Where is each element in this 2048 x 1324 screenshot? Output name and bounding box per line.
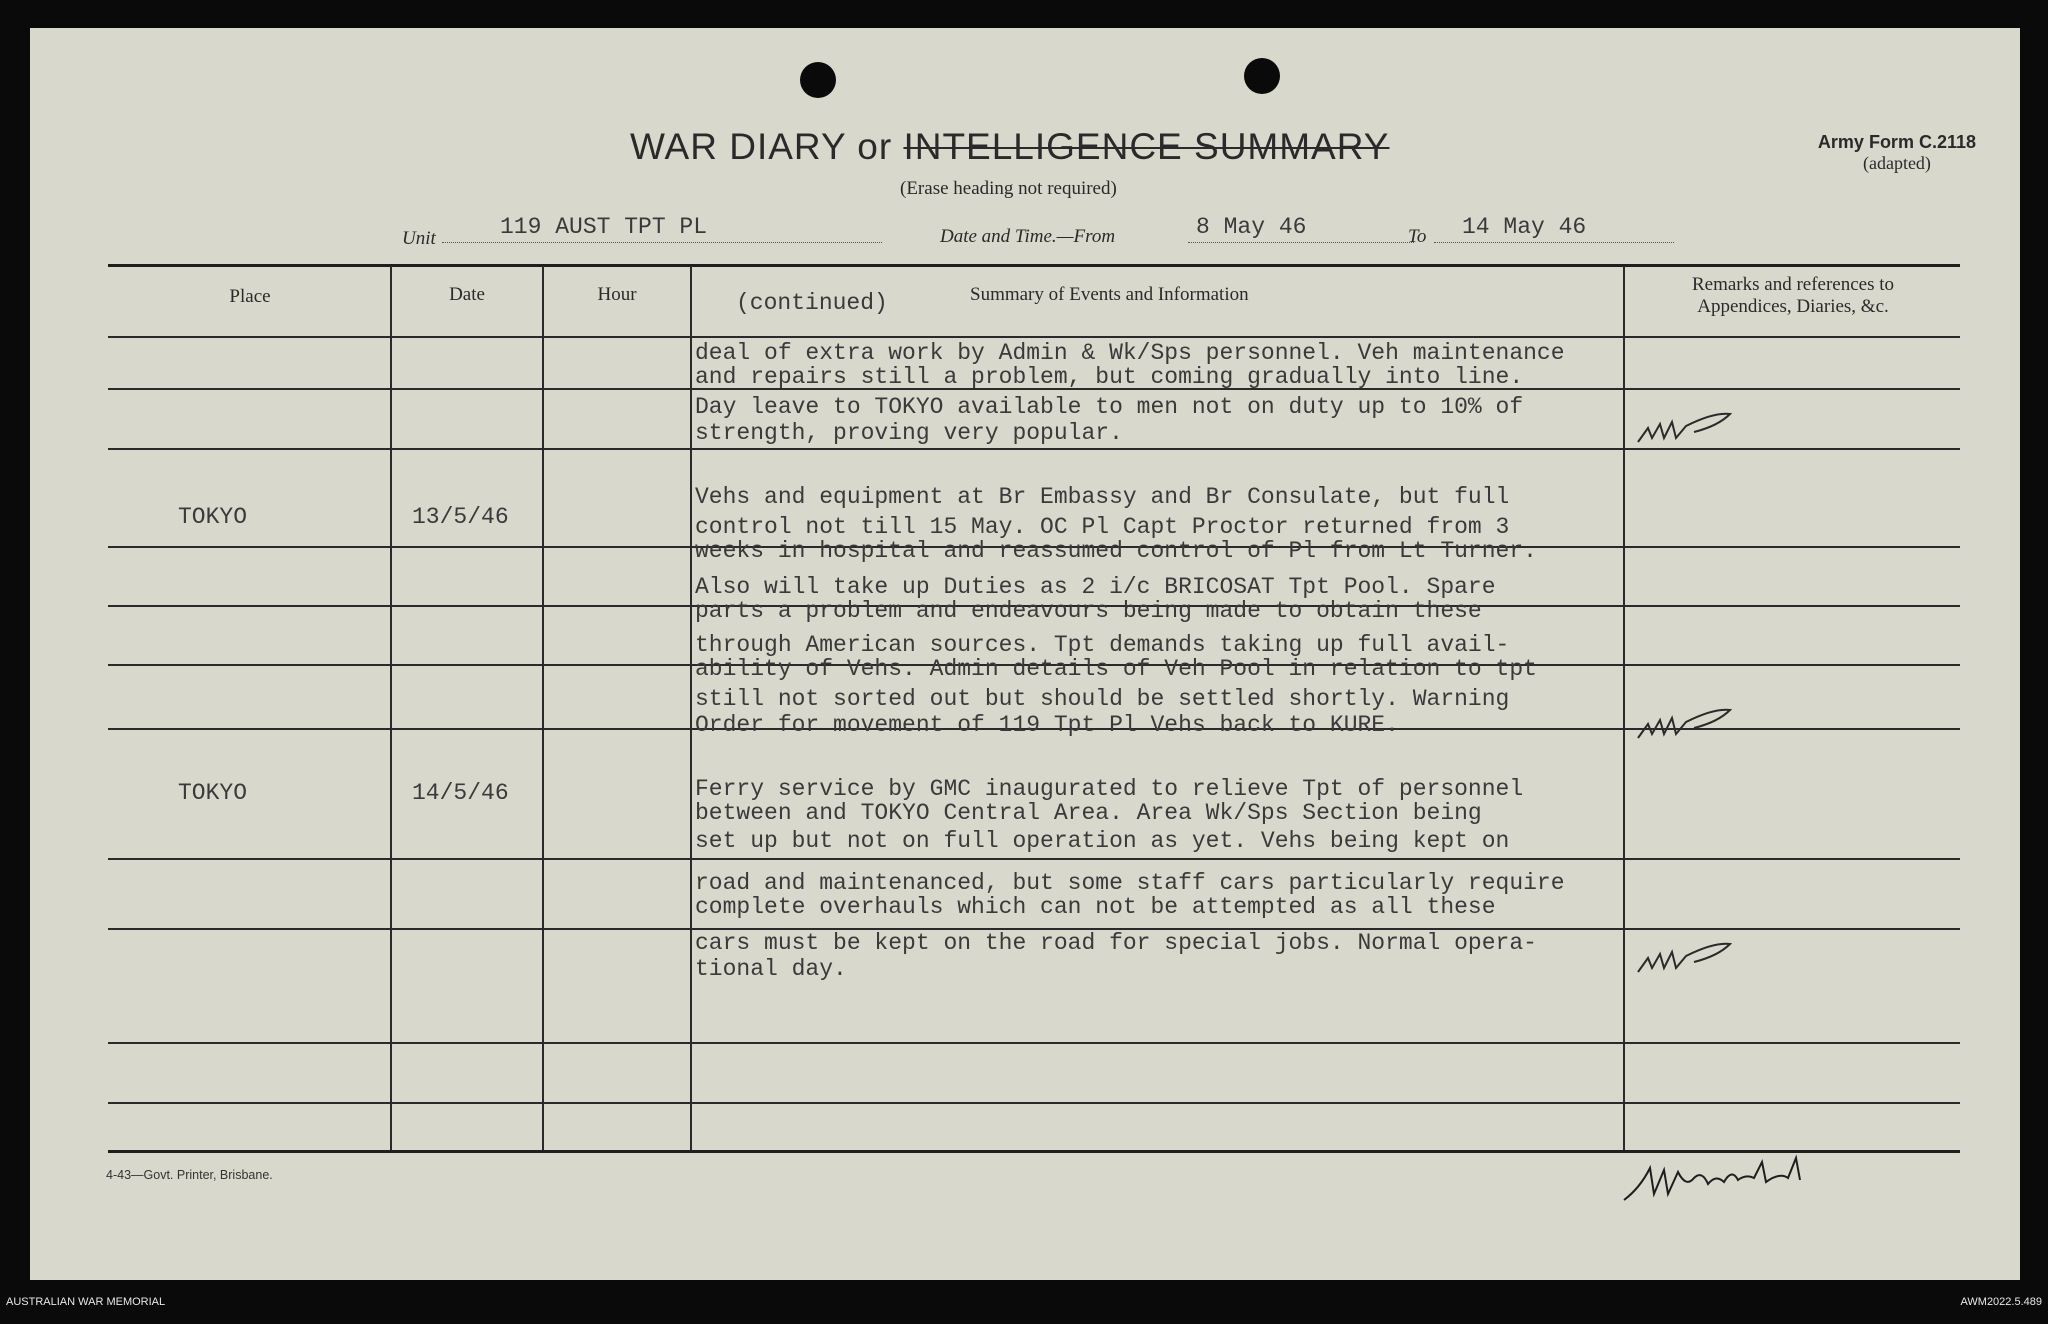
army-form-note: (adapted) [1862,153,1931,173]
signature [1620,1148,1840,1208]
to-underline [1434,242,1674,243]
header-remarks-line2: Appendices, Diaries, &c. [1697,296,1889,317]
initials-mark [1634,704,1734,746]
unit-value: 119 AUST TPT PL [500,214,708,240]
summary-line: between and TOKYO Central Area. Area Wk/Sps Section being [695,800,1482,826]
column-divider-place [390,266,392,1150]
column-divider-hour [690,266,692,1150]
summary-line: and repairs still a problem, but coming gradually into line. [695,364,1524,390]
punch-hole-right [1244,58,1280,94]
army-form-label [1818,132,1976,174]
initials-mark [1634,408,1734,450]
header-remarks [1628,274,1958,318]
title-struck: INTELLIGENCE SUMMARY [903,126,1390,167]
summary-line: tional day. [695,956,847,982]
summary-line: deal of extra work by Admin & Wk/Sps personnel. Veh maintenance [695,340,1565,366]
unit-underline [442,242,882,243]
column-divider-date [542,266,544,1150]
army-form-number: Army Form C.2118 [1817,132,1976,152]
entry-date: 14/5/46 [412,780,509,806]
header-remarks-line1: Remarks and references to [1691,274,1895,295]
row-rule [108,1102,1960,1104]
summary-line: ability of Vehs. Admin details of Veh Pool in relation to tpt [695,656,1537,682]
summary-line: Order for movement of 119 Tpt Pl Vehs back to KURE. [695,712,1399,738]
row-rule [108,1042,1960,1044]
initials-mark [1634,938,1734,980]
summary-line: through American sources. Tpt demands taking up full avail- [695,632,1510,658]
to-label: To [1408,226,1427,247]
archive-reference: AWM2022.5.489 [1960,1296,2042,1308]
header-divider [108,336,1960,338]
title-main: WAR DIARY or [630,126,893,167]
summary-line: road and maintenanced, but some staff cars particularly require [695,870,1565,896]
punch-hole-left [800,62,836,98]
header-place: Place [229,286,271,307]
summary-line: complete overhauls which can not be attempted as all these [695,894,1496,920]
header-date: Date [449,284,485,305]
header-summary: Summary of Events and Information [970,284,1249,305]
entry-date: 13/5/46 [412,504,509,530]
summary-line: Also will take up Duties as 2 i/c BRICOSAT Tpt Pool. Spare [695,574,1496,600]
from-label: Date and Time.—From [940,226,1116,247]
entry-place: TOKYO [178,504,248,530]
entry-place: TOKYO [178,780,248,806]
summary-line: set up but not on full operation as yet. Vehs being kept on [695,828,1510,854]
summary-line: Vehs and equipment at Br Embassy and Br Consulate, but full [695,484,1510,510]
header-continued: (continued) [736,290,888,316]
row-rule [108,858,1960,860]
summary-line: control not till 15 May. OC Pl Capt Proctor returned from 3 [695,514,1510,540]
summary-line: Ferry service by GMC inaugurated to relieve Tpt of personnel [695,776,1524,802]
summary-line: still not sorted out but should be settled shortly. Warning [695,686,1510,712]
summary-line: strength, proving very popular. [695,420,1123,446]
from-value: 8 May 46 [1196,214,1307,240]
summary-line: cars must be kept on the road for special jobs. Normal opera- [695,930,1537,956]
page-title [630,126,1389,168]
header-hour: Hour [597,284,637,305]
summary-line: weeks in hospital and reassumed control of Pl from Lt Turner. [695,538,1537,564]
printer-imprint: 4-43—Govt. Printer, Brisbane. [106,1168,273,1182]
from-underline [1188,242,1414,243]
subtitle: (Erase heading not required) [900,178,1117,199]
table-top-rule [108,264,1960,267]
unit-label: Unit [402,228,436,249]
summary-line: Day leave to TOKYO available to men not on duty up to 10% of [695,394,1524,420]
diary-page [30,28,2020,1280]
archive-credit: AUSTRALIAN WAR MEMORIAL [6,1296,166,1308]
summary-line: parts a problem and endeavours being made to obtain these [695,598,1482,624]
to-value: 14 May 46 [1462,214,1587,240]
column-divider-summary [1623,266,1625,1150]
